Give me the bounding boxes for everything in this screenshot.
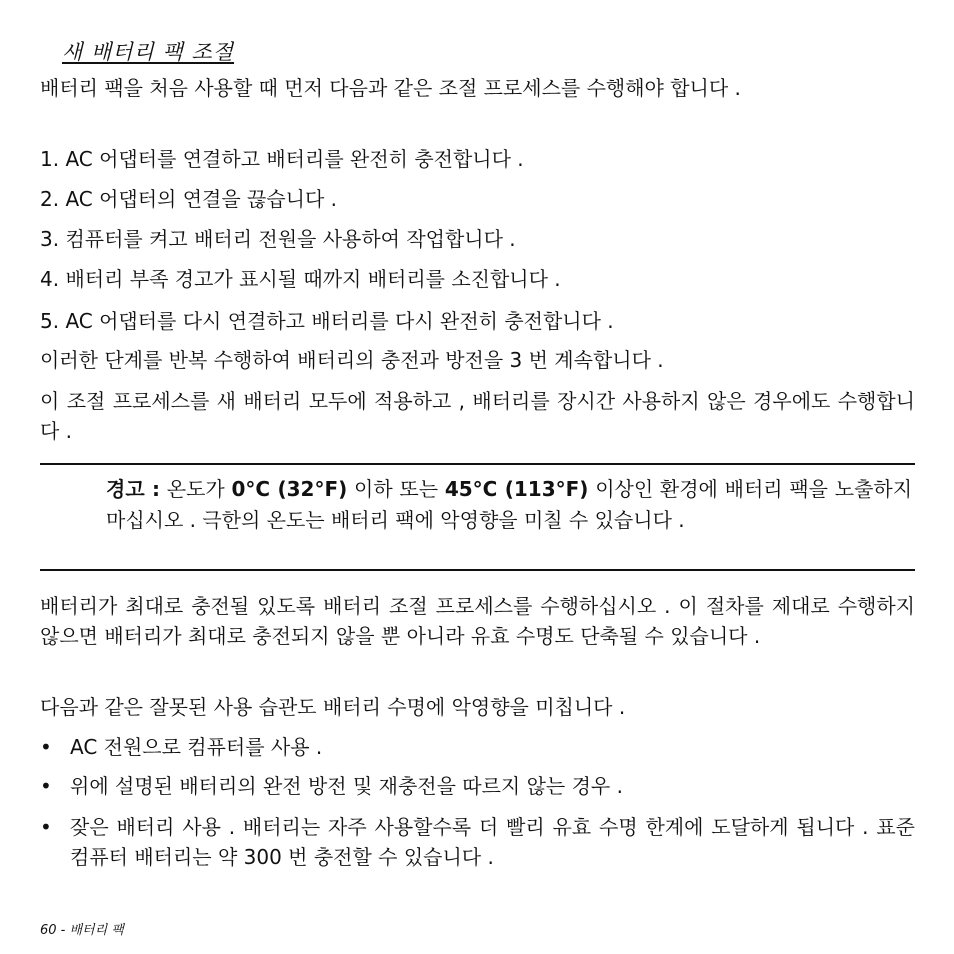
step-5: 5. AC 어댑터를 다시 연결하고 배터리를 다시 완전히 충전합니다 . (40, 309, 614, 333)
warning-text-1: 온도가 (166, 477, 225, 501)
step-1: 1. AC 어댑터를 연결하고 배터리를 완전히 충전합니다 . (40, 147, 524, 171)
after-warning-paragraph: 배터리가 최대로 충전될 있도록 배터리 조절 프로세스를 수행하십시오 . 이 절차를 제대로 수행하지 않으면 배터리가 최대로 충전되지 않을 뿐 아니라 유효 수명도 단축될 수 있습니다 . (40, 594, 915, 648)
step-3: 3. 컴퓨터를 켜고 배터리 전원을 사용하여 작업합니다 . (40, 227, 516, 251)
repeat-note: 이러한 단계를 반복 수행하여 배터리의 충전과 방전을 3 번 계속합니다 . (40, 348, 664, 372)
warning-text-3: 이상인 환경에 배터리 팩을 노출하지 마십시오 . 극한의 온도는 배터리 팩에 악영향을 미칠 수 있습니다 . (106, 477, 913, 532)
warning-box (106, 474, 912, 536)
page-footer: 60 - 배터리 팩 (40, 923, 124, 938)
bullet-icon: • (40, 774, 52, 798)
step-4: 4. 배터리 부족 경고가 표시될 때까지 배터리를 소진합니다 . (40, 267, 561, 291)
warning-label: 경고 : (106, 477, 161, 501)
bullet-item-2 (40, 771, 915, 801)
section-title: 새 배터리 팩 조절 (62, 40, 235, 64)
bullet-icon: • (40, 815, 52, 839)
warning-high-temp: 45°C (113°F) (444, 477, 589, 501)
warning-text-2: 이하 또는 (354, 477, 439, 501)
bullet-icon: • (40, 735, 52, 759)
bullet-item-3 (40, 812, 915, 872)
warning-low-temp: 0°C (32°F) (231, 477, 348, 501)
bullet-text: 잦은 배터리 사용 . 배터리는 자주 사용할수록 더 빨리 유효 수명 한계에 도달하게 됩니다 . 표준 컴퓨터 배터리는 약 300 번 충전할 수 있습니다 . (70, 815, 915, 869)
bullet-text: 위에 설명된 배터리의 완전 방전 및 재충전을 따르지 않는 경우 . (70, 774, 623, 798)
warning-bottom-rule (40, 569, 915, 571)
step-2: 2. AC 어댑터의 연결을 끊습니다 . (40, 187, 338, 211)
bullet-text: AC 전원으로 컴퓨터를 사용 . (70, 735, 323, 759)
apply-note: 이 조절 프로세스를 새 배터리 모두에 적용하고 , 배터리를 장시간 사용하지 않은 경우에도 수행합니다 . (40, 389, 915, 443)
intro-paragraph: 배터리 팩을 처음 사용할 때 먼저 다음과 같은 조절 프로세스를 수행해야 합니다 . (40, 76, 741, 100)
bullet-item-1 (40, 732, 915, 762)
warning-top-rule (40, 463, 915, 465)
bad-habits-intro: 다음과 같은 잘못된 사용 습관도 배터리 수명에 악영향을 미칩니다 . (40, 695, 626, 719)
